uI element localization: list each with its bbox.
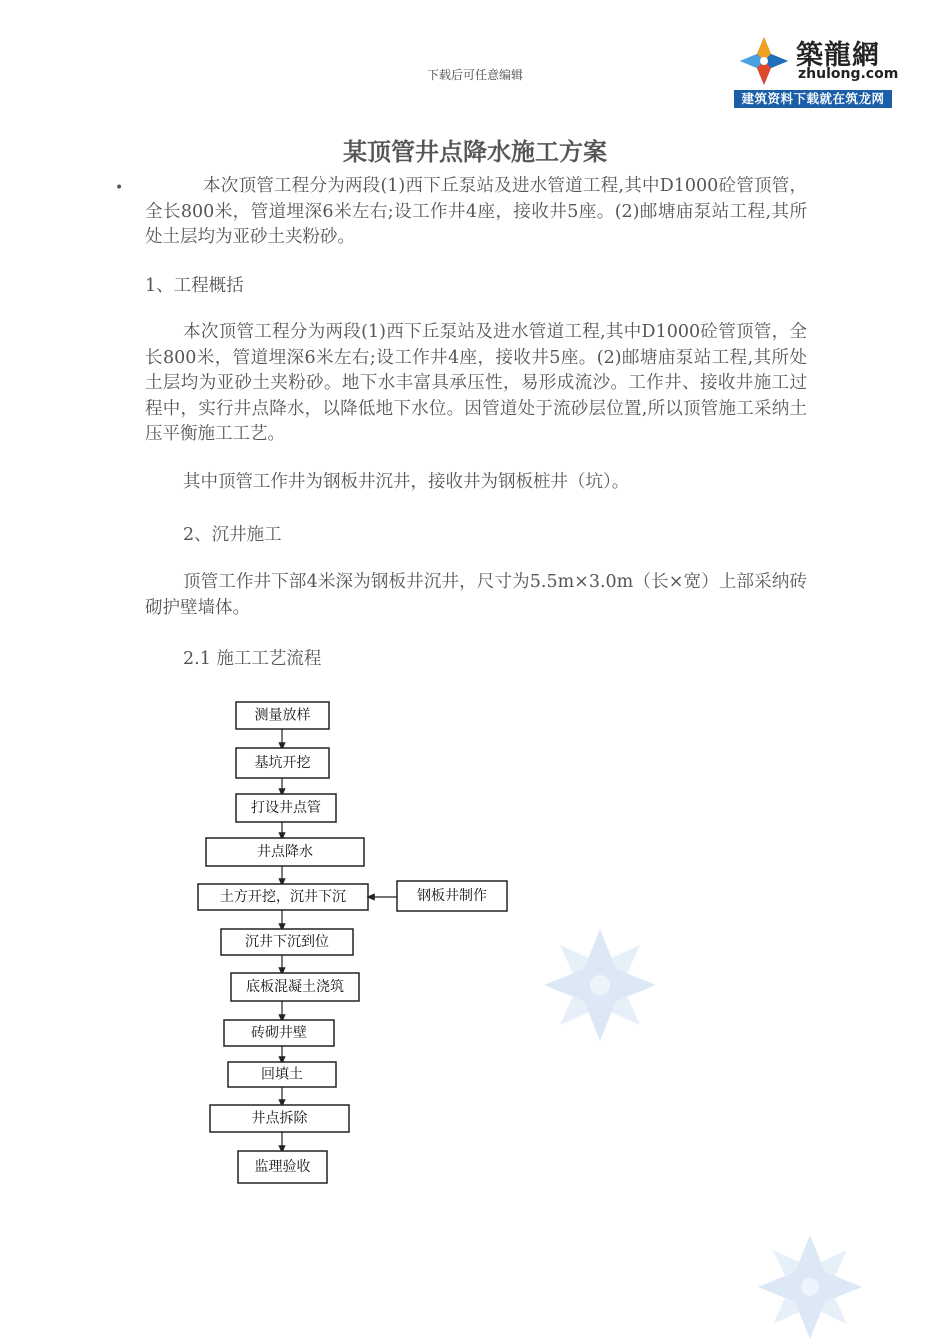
flow-step-label: 测量放样 — [254, 707, 311, 724]
section2-paragraph: 顶管工作井下部4米深为钢板井沉井，尺寸为5.5m×3.0m（长×宽）上部采纳砖砌护壁墙体。 — [145, 572, 807, 618]
section2-1-heading: 2.1 施工工艺流程 — [183, 649, 322, 669]
logo-name-cn: 築龍網 — [796, 40, 880, 71]
flow-step-label: 砖砌井壁 — [251, 1025, 307, 1041]
intro-paragraph: 本次顶管工程分为两段(1)西下丘泵站及进水管道工程,其中D1000砼管顶管，全长800米，管道埋深6米左右;设工作井4座，接收井5座。(2)邮塘庙泵站工程,其所处土层均为亚砂土夹粉砂。 — [145, 176, 807, 247]
flow-step-label: 土方开挖，沉井下沉 — [220, 889, 346, 905]
flow-step-label: 井点拆除 — [251, 1110, 308, 1127]
flow-side-label: 钢板井制作 — [417, 888, 487, 904]
flow-step-label: 监理验收 — [254, 1159, 311, 1175]
watermark-icon — [540, 925, 660, 1045]
section1-heading: 1、工程概括 — [145, 276, 244, 296]
logo-name-en: zhulong.com — [798, 66, 899, 82]
flow-step-label: 井点降水 — [257, 844, 313, 860]
section1-paragraph: 本次顶管工程分为两段(1)西下丘泵站及进水管道工程,其中D1000砼管顶管，全长800米，管道埋深6米左右;设工作井4座，接收井5座。(2)邮塘庙泵站工程,其所处土层均为亚砂土夹粉砂。地下水丰富具承压性，易形成流沙。工作井、接收井施工过程中，实行井点降水，以降低地下水位。因管道处于流砂层位置,所以顶管施工采纳土压平衡施工工艺。 — [145, 322, 807, 444]
bullet-dot: • — [115, 180, 124, 196]
zhulong-logo — [734, 31, 899, 108]
section2-heading: 2、沉井施工 — [183, 525, 282, 545]
section1-paragraph-2: 其中顶管工作井为钢板井沉井，接收井为钢板桩井（坑）。 — [183, 472, 630, 492]
logo-banner: 建筑资料下载就在筑龙网 — [734, 90, 892, 108]
flow-step-label: 沉井下沉到位 — [245, 934, 329, 950]
flow-step-label: 底板混凝土浇筑 — [246, 979, 344, 995]
watermark-icon — [755, 1232, 865, 1342]
flow-step-label: 回填土 — [261, 1066, 303, 1083]
header-note: 下载后可任意编辑 — [426, 68, 523, 82]
flow-step-label: 基坑开挖 — [254, 755, 311, 771]
page-title: 某顶管井点降水施工方案 — [343, 137, 607, 166]
process-flowchart — [180, 690, 520, 1200]
flow-step-label: 打设井点管 — [251, 800, 321, 816]
